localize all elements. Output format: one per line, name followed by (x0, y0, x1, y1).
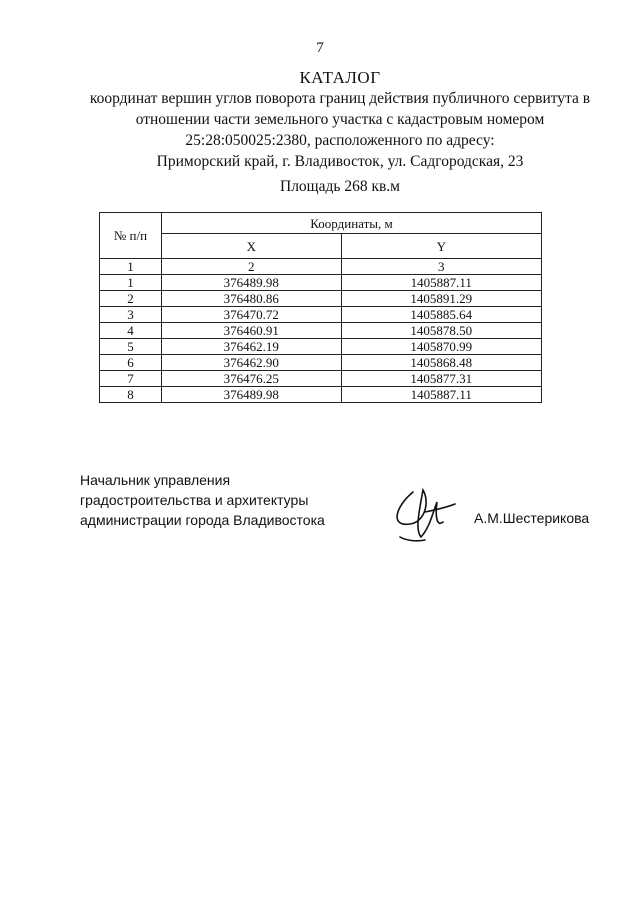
point-number: 4 (100, 323, 162, 339)
coord-y: 1405878.50 (341, 323, 541, 339)
table-row (100, 339, 542, 355)
table-row (100, 275, 542, 291)
coord-x: 376476.25 (162, 371, 342, 387)
coord-y: 1405891.29 (341, 291, 541, 307)
point-number: 1 (100, 275, 162, 291)
coord-x: 376460.91 (162, 323, 342, 339)
subtitle-line: отношении части земельного участка с кадастровым номером (135, 111, 545, 128)
coord-x: 376480.86 (162, 291, 342, 307)
table-row (100, 307, 542, 323)
coord-x: 376462.19 (162, 339, 342, 355)
table-row (100, 355, 542, 371)
area-label: Площадь 268 кв.м (280, 178, 400, 195)
subtitle-line: Приморский край, г. Владивосток, ул. Садгородская, 23 (156, 153, 524, 170)
point-number: 2 (100, 291, 162, 307)
point-number: 7 (100, 371, 162, 387)
column-index: 1 (100, 259, 162, 275)
document-subtitle (70, 88, 610, 172)
coord-y: 1405887.11 (341, 275, 541, 291)
column-index: 3 (341, 259, 541, 275)
column-index: 2 (162, 259, 342, 275)
coord-y: 1405887.11 (341, 387, 541, 403)
coord-y: 1405877.31 (341, 371, 541, 387)
table-row (100, 291, 542, 307)
subtitle-line: 25:28:050025:2380, расположенного по адресу: (185, 132, 495, 149)
coord-x: 376462.90 (162, 355, 342, 371)
signature-block (80, 470, 325, 530)
table-row (100, 371, 542, 387)
signer-name: А.М.Шестерикова (474, 510, 590, 526)
header-y: Y (341, 234, 541, 259)
header-x: X (162, 234, 342, 259)
coord-y: 1405885.64 (341, 307, 541, 323)
point-number: 3 (100, 307, 162, 323)
header-number: № п/п (100, 213, 162, 259)
document-title: КАТАЛОГ (299, 68, 381, 87)
coord-x: 376470.72 (162, 307, 342, 323)
column-index-row (100, 259, 542, 275)
coord-x: 376489.98 (162, 275, 342, 291)
position-line: градостроительства и архитектуры (80, 492, 309, 508)
table-row (100, 323, 542, 339)
position-line: Начальник управления (80, 472, 231, 488)
table-row (100, 387, 542, 403)
handwritten-signature (385, 482, 465, 547)
point-number: 6 (100, 355, 162, 371)
point-number: 8 (100, 387, 162, 403)
point-number: 5 (100, 339, 162, 355)
subtitle-line: координат вершин углов поворота границ действия публичного сервитута в (89, 90, 591, 107)
header-coordinates: Координаты, м (162, 213, 542, 234)
position-line: администрации города Владивостока (80, 512, 325, 528)
coord-y: 1405868.48 (341, 355, 541, 371)
page-number: 7 (316, 40, 324, 56)
coordinates-table (99, 212, 542, 403)
coord-y: 1405870.99 (341, 339, 541, 355)
coord-x: 376489.98 (162, 387, 342, 403)
